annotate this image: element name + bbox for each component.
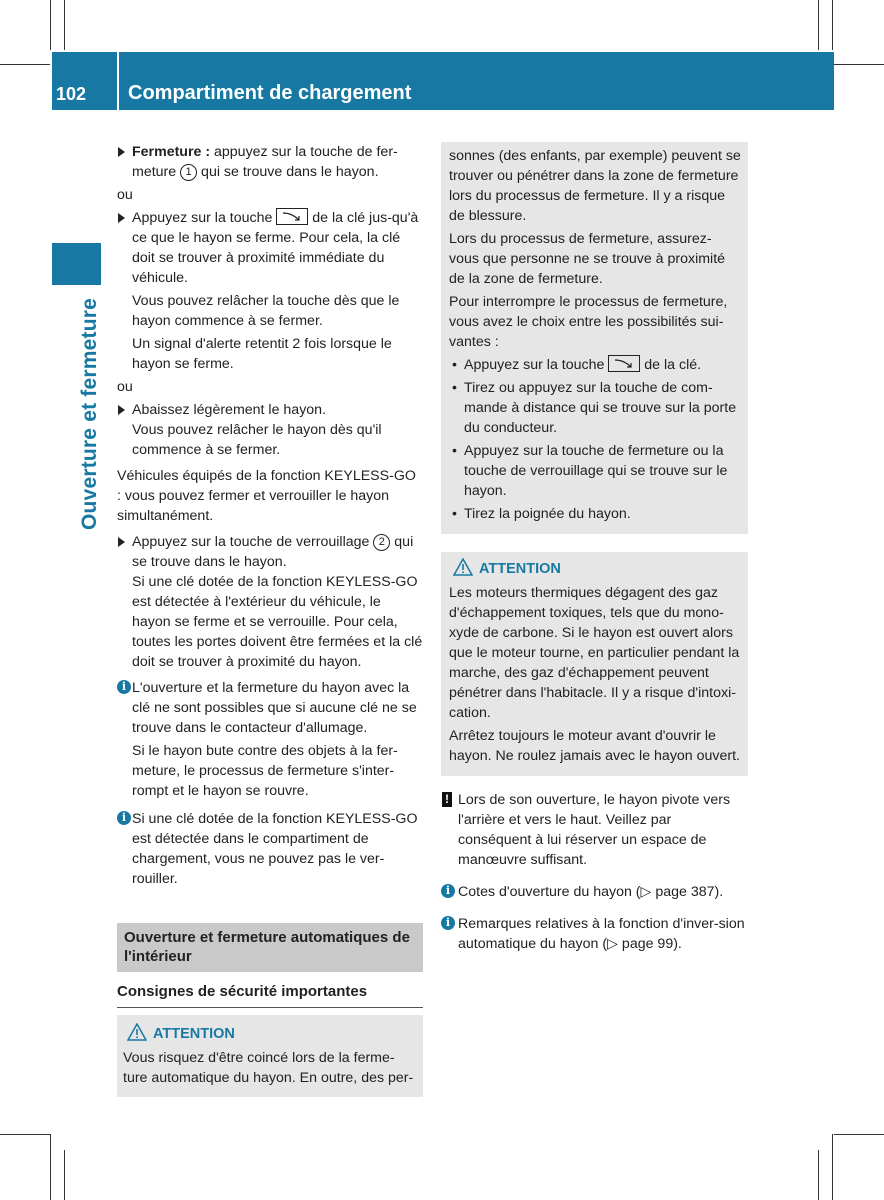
or-label: ou xyxy=(117,187,133,203)
instruction-step: Abaissez légèrement le hayon. xyxy=(117,400,423,420)
crop-mark xyxy=(818,1150,819,1200)
page-title: Compartiment de chargement xyxy=(128,82,412,104)
list-item: • Appuyez sur la touche de la clé. xyxy=(449,355,741,375)
attention-title: ATTENTION xyxy=(123,1023,417,1044)
page-number: 102 xyxy=(56,84,87,104)
crop-mark xyxy=(834,1134,884,1135)
list-item: • Tirez ou appuyez sur la touche de com-mande à distance qui se trouve sur la porte du conducteur. xyxy=(449,378,741,438)
step-note: Vous pouvez relâcher le hayon dès qu'il commence à se fermer. xyxy=(132,422,382,458)
crop-mark xyxy=(0,64,50,65)
left-column xyxy=(117,142,423,1097)
info-icon: i xyxy=(441,916,455,930)
step-note: Vous pouvez relâcher la touche dès que le hayon commence à se fermer. xyxy=(132,293,400,329)
instruction-step: Fermeture : appuyez sur la touche de fer-meture 1 qui se trouve dans le hayon. xyxy=(117,142,423,182)
attention-title: ATTENTION xyxy=(449,558,740,579)
attention-text: Les moteurs thermiques dégagent des gaz d'échappement toxiques, tels que du mono-xyde de carbone. Si le hayon est ouvert alors que le moteur tourne, en particulier pendant la marche, des gaz d'échappement peuvent pénétrer dans l'habitacle. Il y a risque d'intoxi-cation. xyxy=(449,585,740,721)
attention-continued-box: sonnes (des enfants, par exemple) peuvent se trouver ou pénétrer dans la zone de fermeture lors du processus de fermeture. Il y a risque de blessure. Lors du processus de fermeture, assurez-vous que personne ne se trouve à proximité de la zone de fermeture. Pour interrompre le processus de fermeture, vous avez le choix entre les possibilités sui-vantes : • Appuyez sur la touche de la clé. • Tirez ou appuyez sur la touche de com-mande à distance qui se trouve sur la porte du conducteur. • Appuyez sur la touche de fermeture ou la touche de verrouillage qui se trouve sur le hayon. • Tirez la poignée du hayon. xyxy=(441,142,748,534)
crop-mark xyxy=(832,1134,833,1200)
step-note: Un signal d'alerte retentit 2 fois lorsque le hayon se ferme. xyxy=(132,336,392,372)
right-column xyxy=(441,142,748,966)
trunk-key-icon xyxy=(276,208,308,225)
chapter-label: Ouverture et fermeture xyxy=(78,298,101,530)
trunk-key-icon xyxy=(608,355,640,372)
crop-mark xyxy=(834,64,884,65)
attention-text: Arrêtez toujours le moteur avant d'ouvrir le hayon. Ne roulez jamais avec le hayon ouvert. xyxy=(449,728,741,764)
info-note: i Remarques relatives à la fonction d'inver-sion automatique du hayon (▷ page 99). xyxy=(441,914,748,954)
info-note: i L'ouverture et la fermeture du hayon avec la clé ne sont possibles que si aucune clé ne se trouve dans le contacteur d'allumage. Si le hayon bute contre des objets à la fer-meture, le processus de fermeture s'inter-rompt et le hayon se rouvre. xyxy=(117,678,423,801)
info-icon: i xyxy=(117,811,131,825)
info-icon: i xyxy=(441,884,455,898)
crop-mark xyxy=(832,0,833,50)
header-divider xyxy=(117,52,119,110)
list-item: • Tirez la poignée du hayon. xyxy=(449,504,741,524)
instruction-step: Appuyez sur la touche de verrouillage 2 qui se trouve dans le hayon. xyxy=(117,532,423,572)
callout-number: 1 xyxy=(180,164,197,181)
section-heading: Ouverture et fermeture automatiques de l'intérieur xyxy=(117,923,423,972)
crop-mark xyxy=(64,0,65,50)
crop-mark xyxy=(50,0,51,50)
chapter-tab xyxy=(52,243,101,285)
attention-box xyxy=(117,1015,423,1097)
warning-triangle-icon xyxy=(453,558,473,576)
info-note: i Cotes d'ouverture du hayon (▷ page 387). xyxy=(441,882,748,902)
list-item: • Appuyez sur la touche de fermeture ou la touche de verrouillage qui se trouve sur le hayon. xyxy=(449,441,741,501)
info-note: i Si une clé dotée de la fonction KEYLESS-GO est détectée dans le compartiment de chargement, vous ne pouvez pas le ver-rouiller. xyxy=(117,809,423,889)
attention-text: Vous risquez d'être coincé lors de la ferme-ture automatique du hayon. En outre, des per- xyxy=(123,1050,414,1086)
step-note: Si une clé dotée de la fonction KEYLESS-GO est détectée à l'extérieur du véhicule, le hayon se ferme et se verrouille. Pour cela, toutes les portes doivent être fermées et la clé doit se trouver à proximité du hayon. xyxy=(132,574,423,670)
instruction-step: Appuyez sur la touche de la clé jus-qu'à ce que le hayon se ferme. Pour cela, la clé doit se trouver à proximité immédiate du véhicule. xyxy=(117,208,423,288)
caution-note: ! Lors de son ouverture, le hayon pivote vers l'arrière et vers le haut. Veillez par conséquent à lui réserver un espace de manœuvre suffisant. xyxy=(441,790,748,870)
crop-mark xyxy=(50,1134,51,1200)
warning-triangle-icon xyxy=(127,1023,147,1041)
crop-mark xyxy=(0,1134,50,1135)
callout-number: 2 xyxy=(373,534,390,551)
crop-mark xyxy=(64,1150,65,1200)
caution-exclamation-icon: ! xyxy=(442,792,452,807)
subheading: Consignes de sécurité importantes xyxy=(117,972,423,1008)
keyless-paragraph: Véhicules équipés de la fonction KEYLESS-GO : vous pouvez fermer et verrouiller le hayon simultanément. xyxy=(117,468,416,524)
attention-box xyxy=(441,552,748,776)
crop-mark xyxy=(818,0,819,50)
info-icon: i xyxy=(117,680,131,694)
or-label: ou xyxy=(117,379,133,395)
